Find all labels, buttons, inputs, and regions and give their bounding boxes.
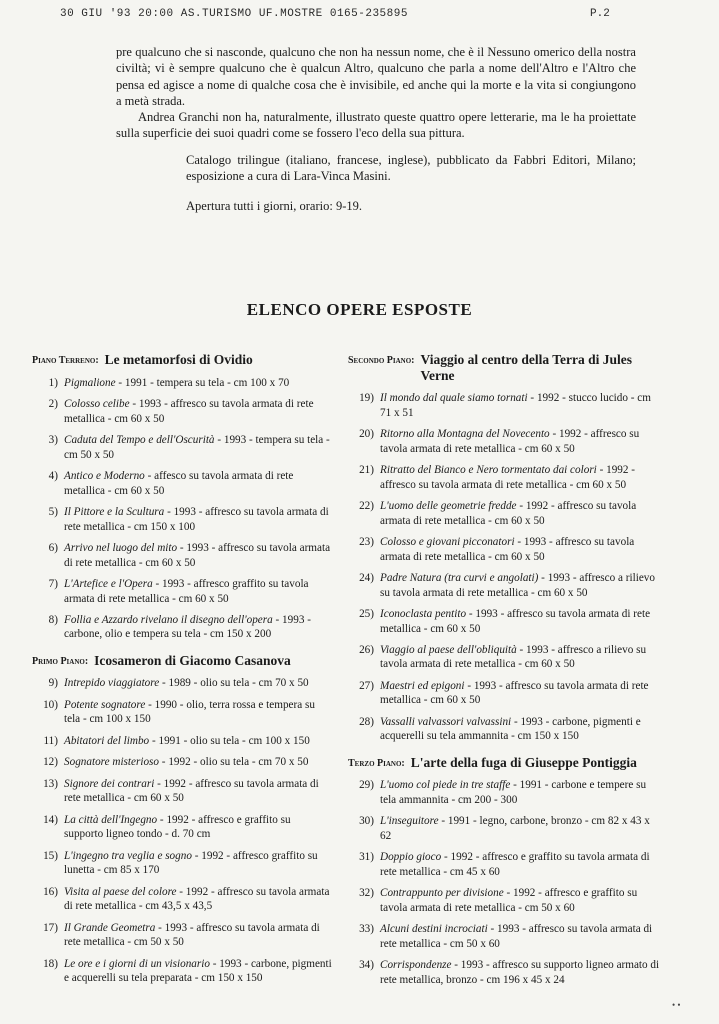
list-item xyxy=(32,397,332,426)
work-details: - 1992 - affresco e graffito su tavola armata di rete metallica - cm 45 x 60 xyxy=(380,851,650,878)
item-number: 20) xyxy=(359,427,374,440)
list-item xyxy=(32,541,332,570)
item-text xyxy=(64,885,332,914)
floor-label: Primo Piano: xyxy=(32,655,89,667)
item-number: 8) xyxy=(48,613,58,626)
work-details: - 1990 - olio, terra rossa e tempera su tela - cm 100 x 150 xyxy=(64,698,315,726)
work-details: - 1992 - affresco su tavola armata di rete metallica - cm 60 x 50 xyxy=(380,463,636,491)
work-title: Viaggio al paese dell'obliquità xyxy=(380,643,517,656)
list-item xyxy=(32,734,332,749)
item-text xyxy=(380,643,660,672)
item-text xyxy=(64,813,332,842)
work-title: Iconoclasta pentito xyxy=(380,607,467,620)
work-title: La città dell'Ingegno xyxy=(64,813,158,826)
work-details: - 1992 - affresco e graffito su tavola armata di rete metallica - cm 50 x 60 xyxy=(380,887,638,914)
item-text xyxy=(380,679,660,708)
work-title: L'inseguitore xyxy=(380,815,439,828)
item-number: 21) xyxy=(359,463,374,476)
work-title: Sognatore misterioso xyxy=(64,756,159,769)
work-title: Signore dei contrari xyxy=(64,777,155,790)
item-text xyxy=(64,469,332,498)
work-details: - 1992 - affresco graffito su lunetta - cm 85 x 170 xyxy=(64,849,318,877)
work-details: - 1993 - carbone, olio e tempera su tela - cm 150 x 200 xyxy=(64,613,311,641)
item-text xyxy=(380,814,660,843)
work-details: - 1993 - affresco su tavola armata di rete metallica - cm 60 x 50 xyxy=(380,535,635,563)
item-number: 15) xyxy=(43,849,58,862)
list-item xyxy=(32,698,332,727)
item-text xyxy=(64,777,332,806)
work-details: - 1993 - affresco su tavola armata di rete metallica - cm 60 x 50 xyxy=(64,541,331,569)
item-text xyxy=(380,571,660,600)
item-number: 27) xyxy=(359,679,374,692)
work-details: - 1992 - olio su tela - cm 70 x 50 xyxy=(159,756,309,769)
work-title: Potente sognatore xyxy=(64,698,146,711)
intro-paragraph-1: pre qualcuno che si nasconde, qualcuno che non ha nessun nome, che è il Nessuno omerico della nostra civiltà; vi è sempre qualcuno che è qualcun Altro, qualcuno che parla a nome dell'Altro e l'Altro che pensa ed agisce a nome di qualche cosa che è invisibile, ed anche qui la morte e la vita si congiungono a metà strada. xyxy=(116,45,636,108)
list-item xyxy=(348,958,660,987)
item-number: 6) xyxy=(48,541,58,554)
item-number: 4) xyxy=(48,469,58,482)
item-text xyxy=(380,463,660,492)
section-heading xyxy=(348,755,660,772)
section-heading xyxy=(348,352,660,384)
item-number: 22) xyxy=(359,499,374,512)
item-number: 33) xyxy=(359,923,374,936)
item-number: 29) xyxy=(359,779,374,792)
list-item xyxy=(348,922,660,951)
works-column-left xyxy=(32,352,332,993)
work-title: Padre Natura (tra curvi e angolati) xyxy=(380,571,539,584)
work-details: - 1993 - affresco su tavola armata di rete metallica - cm 50 x 50 xyxy=(64,921,320,949)
item-text xyxy=(64,541,332,570)
work-title: Ritorno alla Montagna del Novecento xyxy=(380,427,550,440)
list-item xyxy=(32,957,332,986)
list-item xyxy=(32,813,332,842)
section-title: Viaggio al centro della Terra di Jules Verne xyxy=(420,352,633,383)
work-details: - 1991 - tempera su tela - cm 100 x 70 xyxy=(115,376,290,389)
work-title: Maestri ed epigoni xyxy=(380,679,465,692)
work-title: Visita al paese del colore xyxy=(64,885,177,898)
work-details: - 1989 - olio su tela - cm 70 x 50 xyxy=(159,677,309,690)
item-number: 12) xyxy=(43,756,58,769)
item-text xyxy=(64,376,332,391)
work-details: - affesco su tavola armata di rete metallica - cm 60 x 50 xyxy=(64,469,294,497)
item-text xyxy=(380,778,660,807)
work-title: Vassalli valvassori valvassini xyxy=(380,715,512,728)
work-title: Intrepido viaggiatore xyxy=(64,677,160,690)
list-item xyxy=(348,715,660,744)
item-number: 2) xyxy=(48,397,58,410)
work-title: Antico e Moderno xyxy=(64,469,145,482)
list-item xyxy=(32,433,332,462)
item-text xyxy=(380,958,660,987)
list-item xyxy=(348,571,660,600)
floor-label: Terzo Piano: xyxy=(348,757,405,769)
list-item xyxy=(348,778,660,807)
item-text xyxy=(64,755,332,770)
item-text xyxy=(380,427,660,456)
work-details: - 1993 - tempera su tela - cm 50 x 50 xyxy=(64,433,330,461)
item-number: 11) xyxy=(43,734,58,747)
item-number: 9) xyxy=(48,677,58,690)
item-text xyxy=(380,886,660,915)
work-details: - 1993 - affresco su tavola armata di rete metallica - cm 60 x 50 xyxy=(380,607,651,635)
work-details: - 1993 - affresco a rilievo su tavola armata di rete metallica - cm 60 x 50 xyxy=(380,643,647,671)
list-item xyxy=(348,643,660,672)
work-title: Il Grande Geometra xyxy=(64,921,156,934)
item-number: 26) xyxy=(359,643,374,656)
work-title: Il mondo dal quale siamo tornati xyxy=(380,392,528,404)
item-number: 5) xyxy=(48,505,58,518)
item-text xyxy=(64,734,332,749)
list-item xyxy=(32,885,332,914)
opening-hours: Apertura tutti i giorni, orario: 9-19. xyxy=(186,199,363,214)
list-item xyxy=(32,505,332,534)
item-text xyxy=(64,613,332,642)
list-item xyxy=(348,535,660,564)
section-title: L'arte della fuga di Giuseppe Pontiggia xyxy=(410,754,637,770)
item-text xyxy=(380,850,660,879)
list-item xyxy=(32,921,332,950)
work-title: Abitatori del limbo xyxy=(64,734,150,747)
work-details: - 1993 - affresco su tavola armata di rete metallica - cm 60 x 50 xyxy=(64,397,314,425)
item-number: 16) xyxy=(43,885,58,898)
list-item xyxy=(348,391,660,420)
item-text xyxy=(380,535,660,564)
work-title: Arrivo nel luogo del mito xyxy=(64,541,178,554)
work-title: Ritratto del Bianco e Nero tormentato dai colori xyxy=(380,463,597,476)
work-title: Contrappunto per divisione xyxy=(380,887,504,900)
list-item xyxy=(32,577,332,606)
item-number: 19) xyxy=(359,392,374,404)
list-item xyxy=(348,679,660,708)
work-title: Follia e Azzardo rivelano il disegno dell'opera xyxy=(64,613,273,626)
list-item xyxy=(32,849,332,878)
work-title: Colosso celibe xyxy=(64,397,130,410)
list-item xyxy=(348,427,660,456)
item-text xyxy=(64,957,332,986)
item-number: 7) xyxy=(48,577,58,590)
work-title: Corrispondenze xyxy=(380,959,452,972)
item-number: 13) xyxy=(43,777,58,790)
work-details: - 1993 - carbone, pigmenti e acquerelli su tela preparata - cm 150 x 150 xyxy=(64,957,332,985)
intro-paragraph-2: Andrea Granchi non ha, naturalmente, illustrato queste quattro opere letterarie, ma le ha proiettate sulla superficie dei suoi quadri come se fossero l'eco della sua pittura. xyxy=(116,110,636,141)
fax-page-number: P.2 xyxy=(590,8,610,20)
list-item xyxy=(32,469,332,498)
work-title: Le ore e i giorni di un visionario xyxy=(64,957,210,970)
list-title: ELENCO OPERE ESPOSTE xyxy=(246,300,473,319)
work-details: - 1993 - carbone, pigmenti e acquerelli su tela ammannita - cm 150 x 150 xyxy=(380,715,641,743)
list-item xyxy=(32,376,332,391)
item-text xyxy=(64,577,332,606)
work-title: L'uomo delle geometrie fredde xyxy=(380,499,517,512)
item-text xyxy=(380,499,660,528)
work-title: L'uomo col piede in tre staffe xyxy=(380,779,511,792)
item-number: 25) xyxy=(359,607,374,620)
work-details: - 1991 - carbone e tempere su tela ammannita - cm 200 - 300 xyxy=(380,779,647,807)
section-title: Icosameron di Giacomo Casanova xyxy=(94,652,291,668)
list-item xyxy=(32,755,332,770)
item-number: 30) xyxy=(359,815,374,828)
catalog-note: Catalogo trilingue (italiano, francese, inglese), pubblicato da Fabbri Editori, Milano; esposizione a cura di Lara-Vinca Masini. xyxy=(186,152,636,184)
work-title: Doppio gioco xyxy=(380,851,442,864)
list-item xyxy=(32,613,332,642)
work-details: - 1991 - olio su tela - cm 100 x 150 xyxy=(149,734,310,747)
item-text xyxy=(380,607,660,636)
work-details: - 1992 - stucco lucido - cm 71 x 51 xyxy=(380,392,651,419)
item-text xyxy=(380,391,660,420)
work-details: - 1992 - affresco su tavola armata di rete metallica - cm 43,5 x 43,5 xyxy=(64,885,330,913)
item-number: 28) xyxy=(359,715,374,728)
fax-transmission-header: 30 GIU '93 20:00 AS.TURISMO UF.MOSTRE 0165-235895 xyxy=(60,8,408,20)
work-details: - 1993 - affresco su tavola armata di rete metallica - cm 150 x 100 xyxy=(64,505,329,533)
item-text xyxy=(64,397,332,426)
list-item xyxy=(32,676,332,691)
work-title: Alcuni destini incrociati xyxy=(380,923,488,936)
work-details: - 1993 - affresco su tavola armata di rete metallica - cm 50 x 60 xyxy=(380,923,653,950)
work-title: Il Pittore e la Scultura xyxy=(64,505,165,518)
work-title: L'Artefice e l'Opera xyxy=(64,577,153,590)
item-number: 23) xyxy=(359,535,374,548)
work-details: - 1993 - affresco graffito su tavola armata di rete metallica - cm 60 x 50 xyxy=(64,577,309,605)
item-text xyxy=(64,698,332,727)
item-number: 3) xyxy=(48,433,58,446)
item-text xyxy=(64,433,332,462)
item-number: 24) xyxy=(359,571,374,584)
item-number: 32) xyxy=(359,887,374,900)
section-heading xyxy=(32,653,332,670)
work-details: - 1993 - affresco a rilievo su tavola armata di rete metallica - cm 60 x 50 xyxy=(380,571,655,599)
work-details: - 1993 - affresco su tavola armata di rete metallica - cm 60 x 50 xyxy=(380,679,649,707)
section-title: Le metamorfosi di Ovidio xyxy=(104,352,253,367)
item-text xyxy=(64,849,332,878)
item-number: 1) xyxy=(48,376,58,389)
list-item xyxy=(348,463,660,492)
work-details: - 1991 - legno, carbone, bronzo - cm 82 x 43 x 62 xyxy=(380,815,650,843)
work-title: L'ingegno tra veglia e sogno xyxy=(64,849,192,862)
list-item xyxy=(348,814,660,843)
work-details: - 1992 - affresco su tavola armata di rete metallica - cm 60 x 50 xyxy=(380,499,637,527)
works-column-right xyxy=(348,352,660,994)
item-number: 18) xyxy=(43,957,58,970)
floor-label: Secondo Piano: xyxy=(348,355,415,366)
item-number: 10) xyxy=(43,698,58,711)
work-details: - 1992 - affresco su tavola armata di rete metallica - cm 60 x 50 xyxy=(64,777,319,805)
intro-text xyxy=(116,44,636,215)
item-number: 14) xyxy=(43,813,58,826)
item-text xyxy=(64,676,332,691)
work-details: - 1992 - affresco e graffito su supporto ligneo tondo - d. 70 cm xyxy=(64,813,291,841)
work-details: - 1992 - affresco su tavola armata di rete metallica - cm 60 x 50 xyxy=(380,427,640,455)
floor-label: Piano Terreno: xyxy=(32,355,99,366)
footer-mark: • • xyxy=(672,1000,681,1010)
item-number: 31) xyxy=(359,851,374,864)
list-item xyxy=(32,777,332,806)
item-text xyxy=(380,922,660,951)
item-number: 34) xyxy=(359,959,374,972)
work-title: Pigmalione xyxy=(64,376,116,389)
work-title: Colosso e giovani picconatori xyxy=(380,535,515,548)
work-details: - 1993 - affresco su supporto ligneo armato di rete metallica, bronzo - cm 196 x 45 x 24 xyxy=(380,959,660,986)
list-item xyxy=(348,886,660,915)
list-item xyxy=(348,499,660,528)
item-text xyxy=(64,505,332,534)
section-heading xyxy=(32,352,332,369)
list-item xyxy=(348,850,660,879)
list-item xyxy=(348,607,660,636)
item-text xyxy=(380,715,660,744)
work-title: Caduta del Tempo e dell'Oscurità xyxy=(64,433,215,446)
item-text xyxy=(64,921,332,950)
item-number: 17) xyxy=(43,921,58,934)
